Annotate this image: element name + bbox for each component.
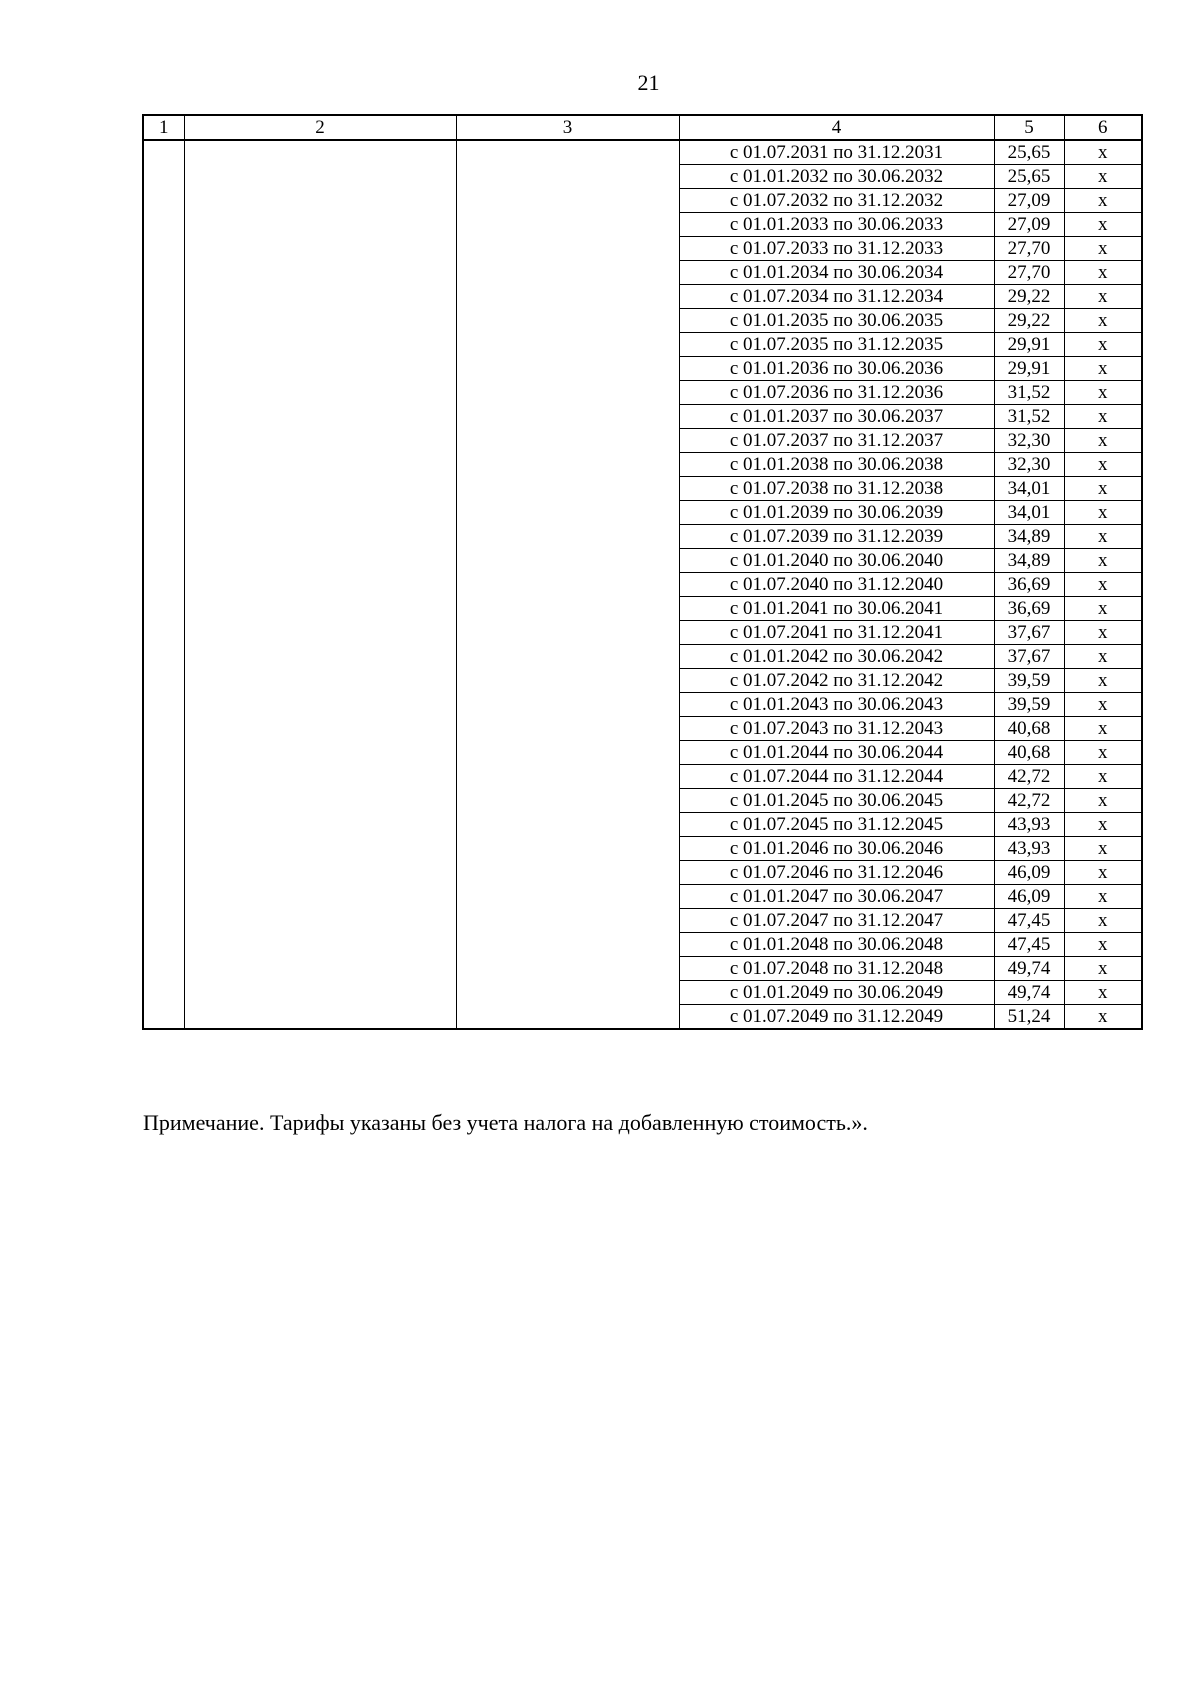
tariff-value-cell: 29,91 xyxy=(994,333,1064,357)
period-cell: с 01.01.2040 по 30.06.2040 xyxy=(679,549,994,573)
header-col-4: 4 xyxy=(679,115,994,140)
col-2-cell xyxy=(184,140,456,1029)
mark-cell: х xyxy=(1064,140,1142,165)
mark-cell: х xyxy=(1064,189,1142,213)
period-cell: с 01.07.2037 по 31.12.2037 xyxy=(679,429,994,453)
tariff-value-cell: 37,67 xyxy=(994,621,1064,645)
mark-cell: х xyxy=(1064,213,1142,237)
tariff-value-cell: 29,91 xyxy=(994,357,1064,381)
col-3-cell xyxy=(456,140,679,1029)
header-col-1: 1 xyxy=(143,115,184,140)
mark-cell: х xyxy=(1064,813,1142,837)
period-cell: с 01.01.2042 по 30.06.2042 xyxy=(679,645,994,669)
period-cell: с 01.01.2036 по 30.06.2036 xyxy=(679,357,994,381)
period-cell: с 01.01.2041 по 30.06.2041 xyxy=(679,597,994,621)
period-cell: с 01.07.2039 по 31.12.2039 xyxy=(679,525,994,549)
period-cell: с 01.01.2032 по 30.06.2032 xyxy=(679,165,994,189)
col-1-cell xyxy=(143,140,184,1029)
mark-cell: х xyxy=(1064,717,1142,741)
tariff-value-cell: 36,69 xyxy=(994,573,1064,597)
period-cell: с 01.01.2035 по 30.06.2035 xyxy=(679,309,994,333)
mark-cell: х xyxy=(1064,861,1142,885)
mark-cell: х xyxy=(1064,357,1142,381)
tariff-value-cell: 27,70 xyxy=(994,261,1064,285)
period-cell: с 01.07.2047 по 31.12.2047 xyxy=(679,909,994,933)
period-cell: с 01.01.2048 по 30.06.2048 xyxy=(679,933,994,957)
header-col-5: 5 xyxy=(994,115,1064,140)
mark-cell: х xyxy=(1064,525,1142,549)
mark-cell: х xyxy=(1064,573,1142,597)
mark-cell: х xyxy=(1064,261,1142,285)
period-cell: с 01.07.2044 по 31.12.2044 xyxy=(679,765,994,789)
tariff-value-cell: 34,89 xyxy=(994,549,1064,573)
tariff-value-cell: 42,72 xyxy=(994,789,1064,813)
mark-cell: х xyxy=(1064,501,1142,525)
mark-cell: х xyxy=(1064,669,1142,693)
mark-cell: х xyxy=(1064,645,1142,669)
mark-cell: х xyxy=(1064,549,1142,573)
header-col-6: 6 xyxy=(1064,115,1142,140)
mark-cell: х xyxy=(1064,885,1142,909)
period-cell: с 01.01.2039 по 30.06.2039 xyxy=(679,501,994,525)
period-cell: с 01.07.2043 по 31.12.2043 xyxy=(679,717,994,741)
header-col-3: 3 xyxy=(456,115,679,140)
period-cell: с 01.07.2042 по 31.12.2042 xyxy=(679,669,994,693)
period-cell: с 01.07.2038 по 31.12.2038 xyxy=(679,477,994,501)
mark-cell: х xyxy=(1064,981,1142,1005)
period-cell: с 01.07.2033 по 31.12.2033 xyxy=(679,237,994,261)
mark-cell: х xyxy=(1064,1005,1142,1030)
tariff-value-cell: 42,72 xyxy=(994,765,1064,789)
period-cell: с 01.01.2038 по 30.06.2038 xyxy=(679,453,994,477)
period-cell: с 01.07.2046 по 31.12.2046 xyxy=(679,861,994,885)
footnote: Примечание. Тарифы указаны без учета налога на добавленную стоимость.». xyxy=(143,1110,868,1135)
tariff-value-cell: 37,67 xyxy=(994,645,1064,669)
tariff-value-cell: 49,74 xyxy=(994,981,1064,1005)
period-cell: с 01.01.2047 по 30.06.2047 xyxy=(679,885,994,909)
period-cell: с 01.07.2035 по 31.12.2035 xyxy=(679,333,994,357)
period-cell: с 01.07.2032 по 31.12.2032 xyxy=(679,189,994,213)
period-cell: с 01.07.2036 по 31.12.2036 xyxy=(679,381,994,405)
period-cell: с 01.07.2045 по 31.12.2045 xyxy=(679,813,994,837)
tariff-value-cell: 25,65 xyxy=(994,165,1064,189)
tariff-value-cell: 43,93 xyxy=(994,813,1064,837)
period-cell: с 01.01.2037 по 30.06.2037 xyxy=(679,405,994,429)
mark-cell: х xyxy=(1064,957,1142,981)
tariff-value-cell: 27,09 xyxy=(994,189,1064,213)
table-header-row xyxy=(143,115,1142,140)
tariff-value-cell: 32,30 xyxy=(994,453,1064,477)
tariff-value-cell: 49,74 xyxy=(994,957,1064,981)
tariff-value-cell: 32,30 xyxy=(994,429,1064,453)
period-cell: с 01.01.2034 по 30.06.2034 xyxy=(679,261,994,285)
period-cell: с 01.01.2043 по 30.06.2043 xyxy=(679,693,994,717)
mark-cell: х xyxy=(1064,165,1142,189)
tariff-value-cell: 31,52 xyxy=(994,405,1064,429)
tariff-value-cell: 43,93 xyxy=(994,837,1064,861)
mark-cell: х xyxy=(1064,285,1142,309)
mark-cell: х xyxy=(1064,453,1142,477)
tariff-value-cell: 34,89 xyxy=(994,525,1064,549)
mark-cell: х xyxy=(1064,309,1142,333)
tariff-value-cell: 29,22 xyxy=(994,285,1064,309)
mark-cell: х xyxy=(1064,333,1142,357)
mark-cell: х xyxy=(1064,789,1142,813)
tariff-table xyxy=(142,114,1143,1030)
period-cell: с 01.07.2049 по 31.12.2049 xyxy=(679,1005,994,1030)
tariff-value-cell: 27,70 xyxy=(994,237,1064,261)
period-cell: с 01.07.2034 по 31.12.2034 xyxy=(679,285,994,309)
mark-cell: х xyxy=(1064,741,1142,765)
table-row xyxy=(143,140,1142,165)
mark-cell: х xyxy=(1064,621,1142,645)
tariff-value-cell: 51,24 xyxy=(994,1005,1064,1030)
period-cell: с 01.07.2031 по 31.12.2031 xyxy=(679,140,994,165)
mark-cell: х xyxy=(1064,237,1142,261)
table-body xyxy=(143,140,1142,1029)
mark-cell: х xyxy=(1064,405,1142,429)
mark-cell: х xyxy=(1064,933,1142,957)
period-cell: с 01.01.2033 по 30.06.2033 xyxy=(679,213,994,237)
tariff-value-cell: 36,69 xyxy=(994,597,1064,621)
period-cell: с 01.07.2041 по 31.12.2041 xyxy=(679,621,994,645)
mark-cell: х xyxy=(1064,693,1142,717)
tariff-value-cell: 47,45 xyxy=(994,909,1064,933)
mark-cell: х xyxy=(1064,381,1142,405)
tariff-value-cell: 29,22 xyxy=(994,309,1064,333)
mark-cell: х xyxy=(1064,597,1142,621)
period-cell: с 01.07.2048 по 31.12.2048 xyxy=(679,957,994,981)
tariff-value-cell: 39,59 xyxy=(994,669,1064,693)
period-cell: с 01.01.2044 по 30.06.2044 xyxy=(679,741,994,765)
tariff-value-cell: 40,68 xyxy=(994,717,1064,741)
period-cell: с 01.01.2049 по 30.06.2049 xyxy=(679,981,994,1005)
page-number: 21 xyxy=(637,70,660,95)
period-cell: с 01.01.2046 по 30.06.2046 xyxy=(679,837,994,861)
mark-cell: х xyxy=(1064,477,1142,501)
period-cell: с 01.01.2045 по 30.06.2045 xyxy=(679,789,994,813)
mark-cell: х xyxy=(1064,429,1142,453)
tariff-value-cell: 40,68 xyxy=(994,741,1064,765)
mark-cell: х xyxy=(1064,909,1142,933)
tariff-value-cell: 47,45 xyxy=(994,933,1064,957)
tariff-value-cell: 46,09 xyxy=(994,861,1064,885)
tariff-value-cell: 25,65 xyxy=(994,140,1064,165)
tariff-value-cell: 39,59 xyxy=(994,693,1064,717)
tariff-value-cell: 46,09 xyxy=(994,885,1064,909)
mark-cell: х xyxy=(1064,837,1142,861)
period-cell: с 01.07.2040 по 31.12.2040 xyxy=(679,573,994,597)
tariff-value-cell: 34,01 xyxy=(994,501,1064,525)
tariff-value-cell: 27,09 xyxy=(994,213,1064,237)
mark-cell: х xyxy=(1064,765,1142,789)
tariff-value-cell: 34,01 xyxy=(994,477,1064,501)
tariff-value-cell: 31,52 xyxy=(994,381,1064,405)
header-col-2: 2 xyxy=(184,115,456,140)
